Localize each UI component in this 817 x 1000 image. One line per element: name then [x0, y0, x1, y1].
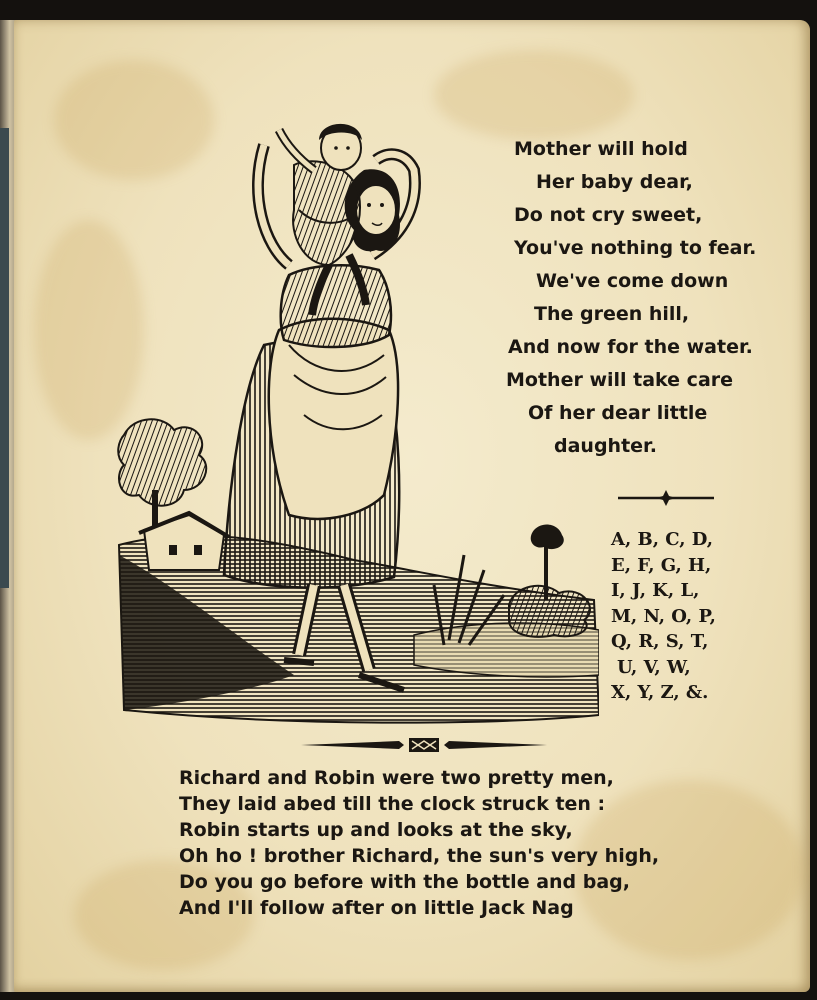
book-page — [14, 20, 810, 992]
rhyme-line: Richard and Robin were two pretty men, — [179, 767, 614, 789]
alphabet-row: U, V, W, — [617, 656, 691, 678]
alphabet-row: A, B, C, D, — [611, 529, 714, 550]
rhyme-line: Robin starts up and looks at the sky, — [179, 819, 573, 841]
poem-mother-will-hold — [506, 133, 804, 463]
alphabet-row: Q, R, S, T, — [611, 631, 709, 652]
alphabet-block — [611, 527, 751, 706]
rhyme-line: Oh ho ! brother Richard, the sun's very high, — [179, 845, 660, 867]
star-dash-ornament-icon — [616, 490, 716, 506]
rhyme-line: And I'll follow after on little Jack Nag — [179, 897, 574, 919]
poem-line: Mother will hold — [514, 138, 688, 160]
poem-line: You've nothing to fear. — [514, 237, 757, 259]
alphabet-row: M, N, O, P, — [611, 605, 716, 627]
poem-line: Mother will take care — [506, 369, 734, 391]
previous-page-strip — [0, 128, 9, 588]
poem-line: We've come down — [536, 270, 729, 292]
poem-line: daughter. — [554, 435, 657, 457]
alphabet-row: I, J, K, L, — [611, 580, 700, 601]
pointed-rule-ornament-icon — [299, 735, 549, 755]
alphabet-row: X, Y, Z, &. — [611, 682, 709, 703]
alphabet-row: E, F, G, H, — [611, 554, 712, 576]
poem-line: Of her dear little — [528, 402, 708, 424]
poem-line: And now for the water. — [508, 336, 753, 358]
poem-line: The green hill, — [534, 303, 690, 325]
poem-line: Her baby dear, — [536, 171, 693, 193]
rhyme-line: They laid abed till the clock struck ten : — [179, 793, 606, 815]
rhyme-line: Do you go before with the bottle and bag, — [179, 871, 630, 893]
rhyme-richard-and-robin — [179, 765, 739, 921]
poem-line: Do not cry sweet, — [514, 204, 703, 226]
